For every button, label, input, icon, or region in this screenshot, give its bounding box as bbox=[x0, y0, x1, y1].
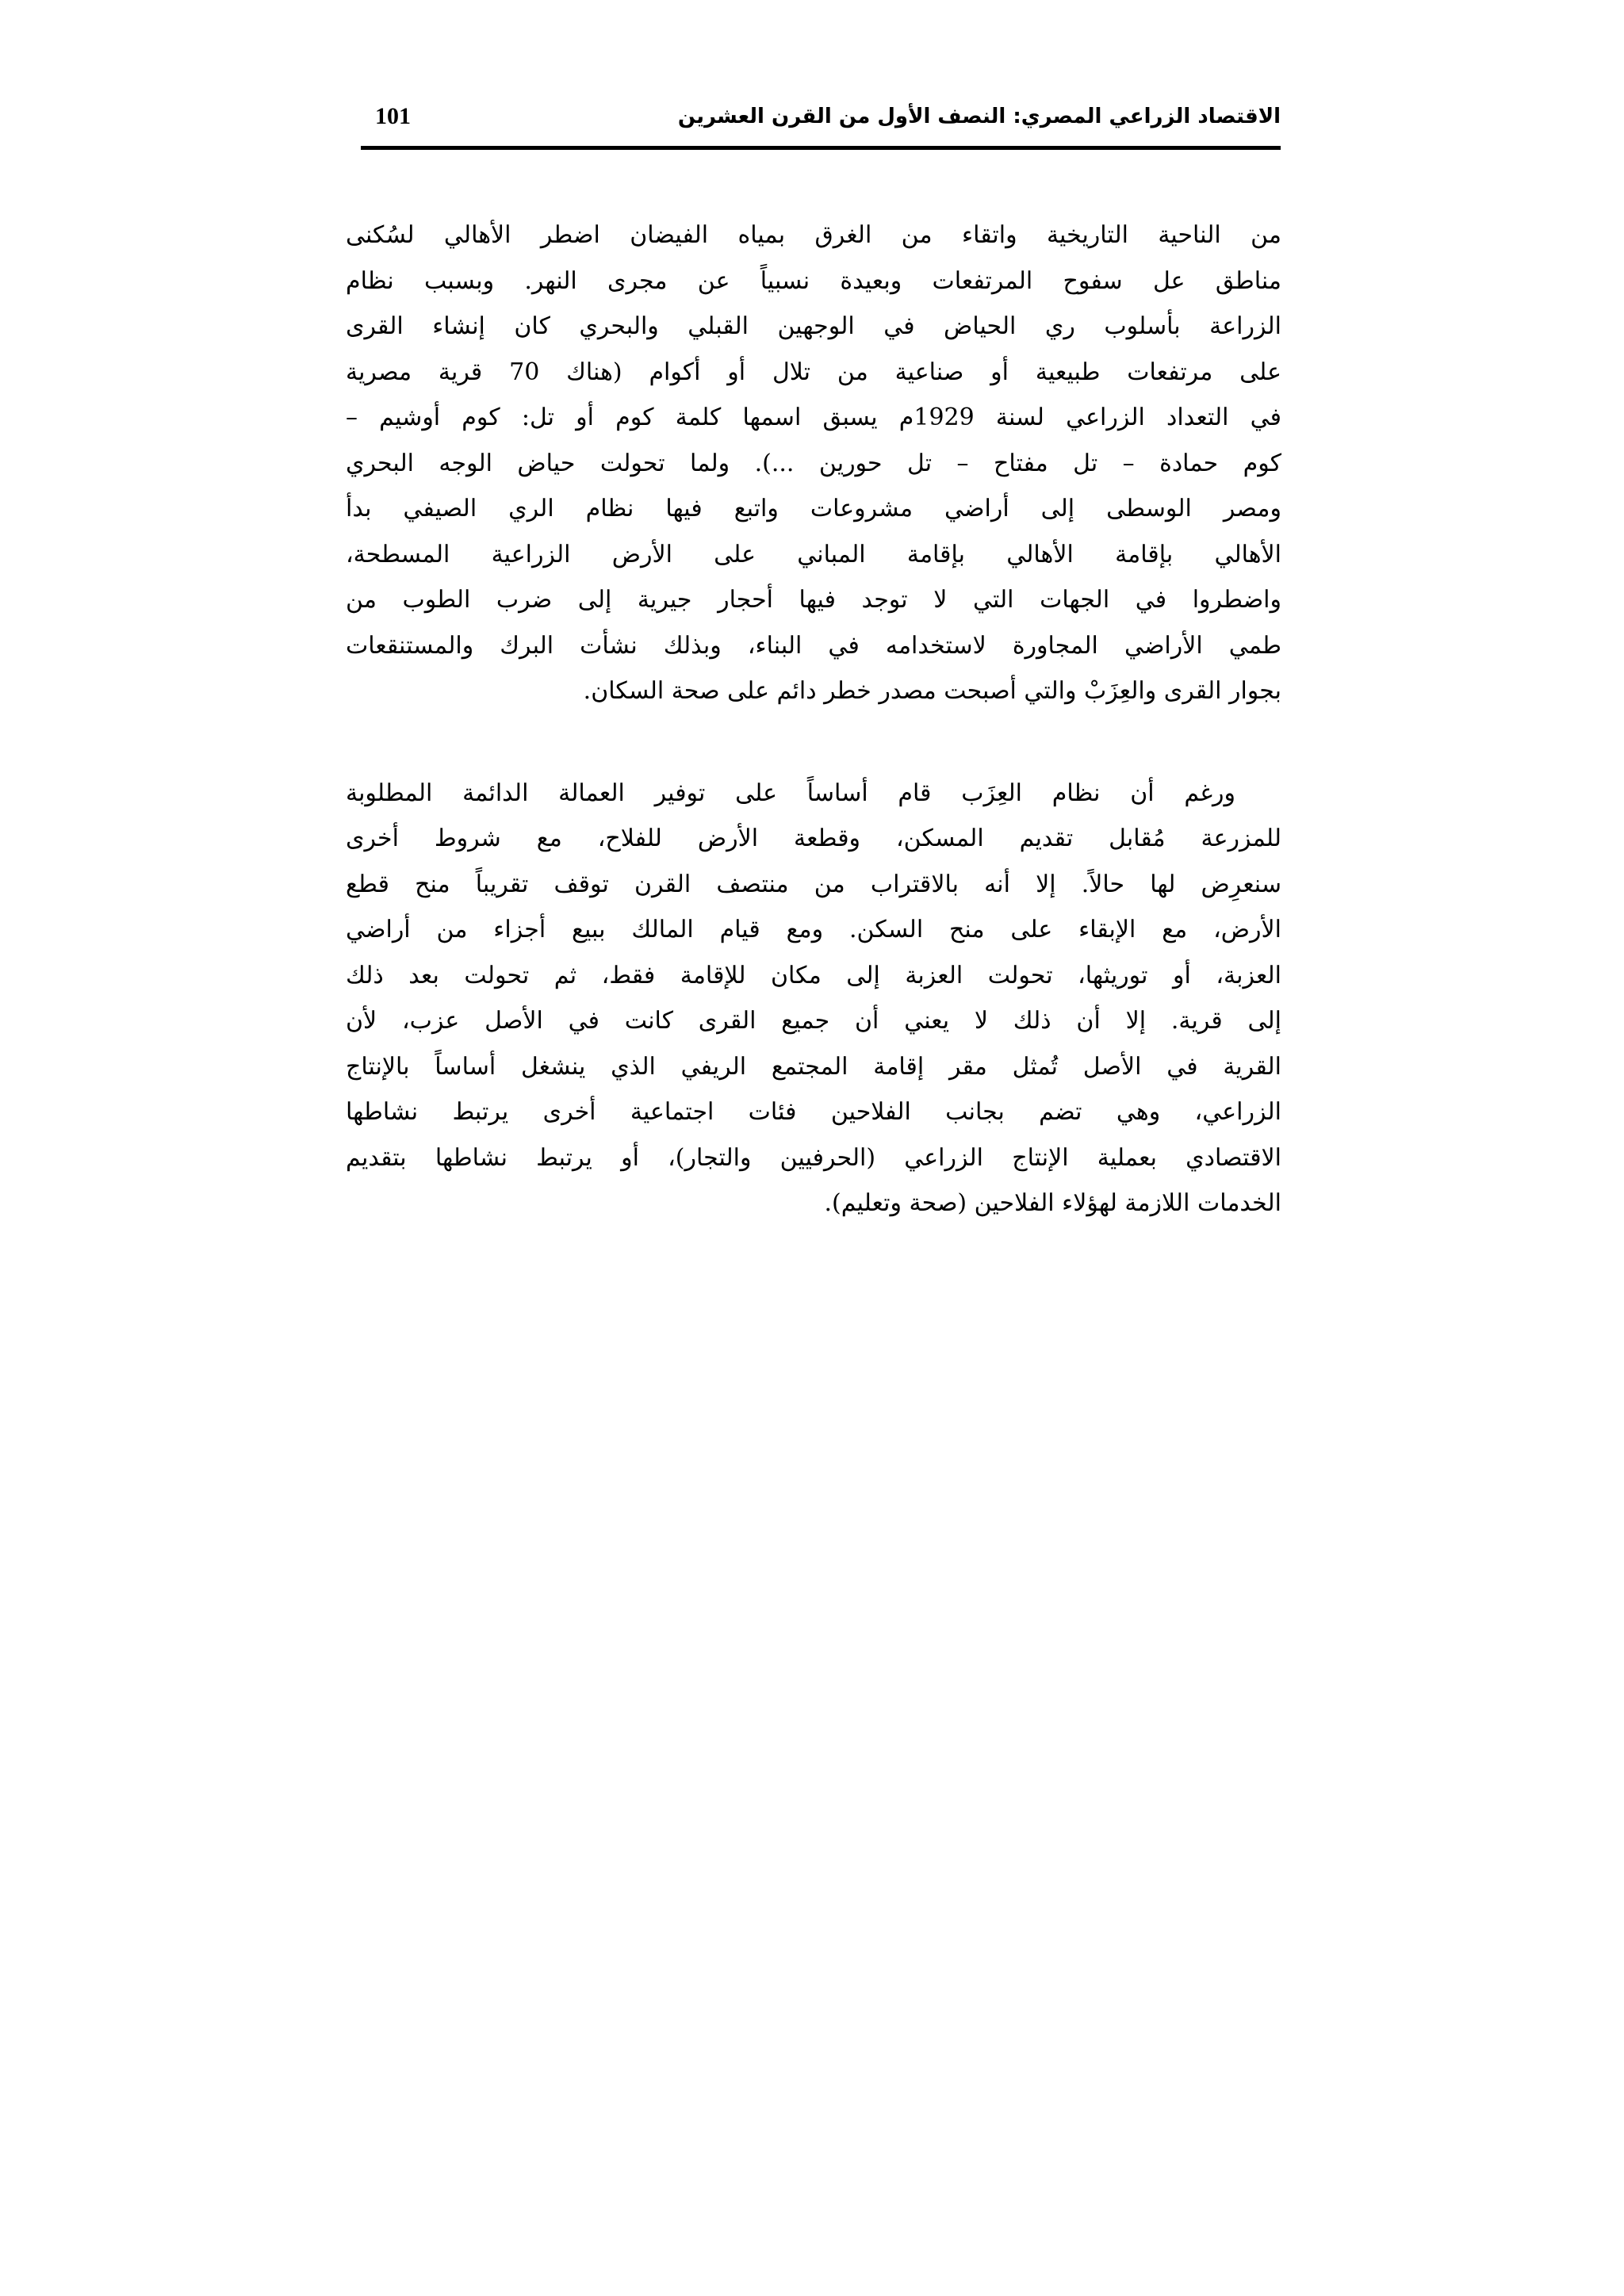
text-line: الزراعة بأسلوب ري الحياض في الوجهين القبلي والبحري كان إنشاء القرى bbox=[346, 312, 1281, 340]
text-line: بجوار القرى والعِزَبْ والتي أصبحت مصدر خطر دائم على صحة السكان. bbox=[583, 677, 1281, 705]
text-line: الاقتصادي بعملية الإنتاج الزراعي (الحرفيين والتجار)، أو يرتبط نشاطها بتقديم bbox=[346, 1143, 1281, 1172]
text-line: كوم حمادة – تل مفتاح – تل حورين ...). ولما تحولت حياض الوجه البحري bbox=[346, 449, 1281, 477]
text-line: سنعرِض لها حالاً. إلا أنه بالاقتراب من منتصف القرن توقف تقريباً منح قطع bbox=[346, 870, 1281, 898]
text-line: في التعداد الزراعي لسنة 1929م يسبق اسمها كلمة كوم أو تل: كوم أوشيم – bbox=[346, 404, 1281, 431]
paragraph-1 bbox=[346, 212, 1281, 714]
text-line: من الناحية التاريخية واتقاء من الغرق بمياه الفيضان اضطر الأهالي لسُكنى bbox=[346, 221, 1281, 249]
text-line: ومصر الوسطى إلى أراضي مشروعات واتبع فيها نظام الري الصيفي بدأ bbox=[346, 495, 1281, 522]
text-line: على مرتفعات طبيعية أو صناعية من تلال أو أكوام (هناك 70 قرية مصرية bbox=[346, 358, 1281, 386]
header-rule bbox=[361, 146, 1281, 150]
text-line: العزبة، أو توريثها، تحولت العزبة إلى مكان للإقامة فقط، ثم تحولت بعد ذلك bbox=[346, 961, 1281, 989]
running-header-title: الاقتصاد الزراعي المصري: النصف الأول من القرن العشرين bbox=[677, 105, 1281, 128]
text-line: القرية في الأصل تُمثل مقر إقامة المجتمع الريفي الذي ينشغل أساساً بالإنتاج bbox=[346, 1052, 1281, 1081]
text-line: الزراعي، وهي تضم بجانب الفلاحين فئات اجتماعية أخرى يرتبط نشاطها bbox=[346, 1098, 1281, 1126]
text-line: الخدمات اللازمة لهؤلاء الفلاحين (صحة وتعليم). bbox=[824, 1189, 1281, 1217]
text-line: الأهالي بإقامة الأهالي بإقامة المباني على الأرض الزراعية المسطحة، bbox=[346, 540, 1281, 568]
text-line: ورغم أن نظام العِزَب قام أساساً على توفير العمالة الدائمة المطلوبة bbox=[346, 779, 1235, 807]
text-line: طمي الأراضي المجاورة لاستخدامه في البناء، وبذلك نشأت البرك والمستنقعات bbox=[346, 631, 1281, 660]
running-header bbox=[361, 101, 1281, 146]
text-line: واضطروا في الجهات التي لا توجد فيها أحجار جيرية إلى ضرب الطوب من bbox=[346, 586, 1281, 614]
text-line: مناطق عل سفوح المرتفعات وبعيدة نسبياً عن مجرى النهر. وبسبب نظام bbox=[346, 266, 1281, 295]
body-text bbox=[346, 212, 1281, 1226]
text-line: الأرض، مع الإبقاء على منح السكن. ومع قيام المالك ببيع أجزاء من أراضي bbox=[346, 916, 1281, 943]
paragraph-2 bbox=[346, 771, 1281, 1226]
page-number: 101 bbox=[375, 103, 411, 129]
text-line: إلى قرية. إلا أن ذلك لا يعني أن جميع القرى كانت في الأصل عزب، لأن bbox=[346, 1007, 1282, 1035]
text-line: للمزرعة مُقابل تقديم المسكن، وقطعة الأرض للفلاح، مع شروط أخرى bbox=[346, 825, 1281, 852]
